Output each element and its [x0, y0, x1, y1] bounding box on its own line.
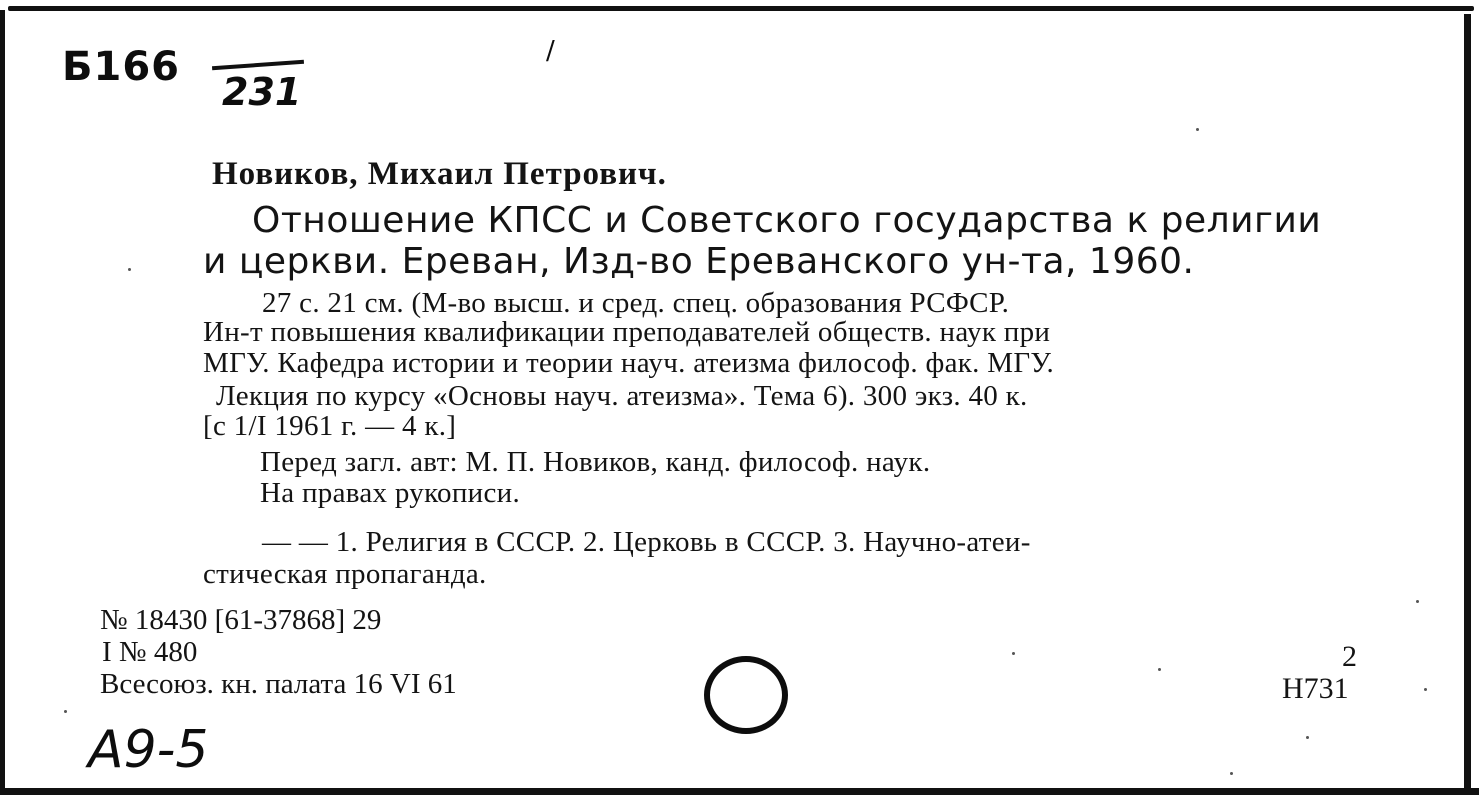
- handwritten-shelf-code: Б166: [62, 44, 180, 90]
- card-edge-top: [8, 6, 1474, 11]
- record-description-line-5: [с 1/I 1961 г. — 4 к.]: [203, 410, 457, 442]
- paper-speck: [1196, 128, 1199, 131]
- footer-chamber-date: Всесоюз. кн. палата 16 VI 61: [100, 668, 457, 700]
- footer-copy-count: 2: [1342, 640, 1357, 673]
- record-note-manuscript: На правах рукописи.: [260, 477, 521, 509]
- paper-speck: [1306, 736, 1309, 739]
- paper-speck: [64, 710, 67, 713]
- record-description-line-4: Лекция по курсу «Основы науч. атеизма». Тема 6). 300 экз. 40 к.: [216, 380, 1028, 412]
- paper-speck: [1230, 772, 1233, 775]
- footer-index-number: I № 480: [102, 636, 198, 668]
- paper-speck: [1416, 600, 1419, 603]
- footer-registration-number: № 18430 [61-37868] 29: [100, 604, 382, 636]
- stamped-circle-mark: [704, 656, 788, 734]
- paper-speck: [1424, 688, 1427, 691]
- record-note-author: Перед загл. авт: М. П. Новиков, канд. философ. наук.: [260, 446, 931, 478]
- record-description-line-2: Ин-т повышения квалификации преподавателей обществ. наук при: [203, 316, 1051, 348]
- footer-author-mark: Н731: [1282, 672, 1349, 705]
- paper-speck: [128, 268, 131, 271]
- card-edge-bottom: [0, 788, 1479, 795]
- record-description-line-3: МГУ. Кафедра истории и теории науч. атеизма философ. фак. МГУ.: [203, 347, 1055, 379]
- handwritten-shelf-number: 231: [222, 70, 302, 114]
- card-edge-left: [0, 10, 5, 795]
- record-subjects-line-1: — — 1. Религия в СССР. 2. Церковь в СССР. 3. Научно-атеи-: [262, 526, 1031, 558]
- handwritten-fraction-bar: [212, 60, 304, 70]
- card-edge-right: [1464, 14, 1471, 795]
- paper-speck: [1012, 652, 1015, 655]
- record-subjects-line-2: стическая пропаганда.: [203, 558, 487, 590]
- record-title-line-2: и церкви. Ереван, Изд-во Ереванского ун-та, 1960.: [203, 241, 1195, 282]
- record-description-line-1: 27 с. 21 см. (М-во высш. и сред. спец. образования РСФСР.: [262, 287, 1010, 319]
- paper-speck: [1158, 668, 1161, 671]
- record-author: Новиков, Михаил Петрович.: [212, 156, 667, 192]
- record-title-line-1: Отношение КПСС и Советского государства к религии: [252, 200, 1322, 241]
- handwritten-cutter-number: А9-5: [88, 720, 209, 780]
- handwritten-tick: /: [546, 36, 555, 66]
